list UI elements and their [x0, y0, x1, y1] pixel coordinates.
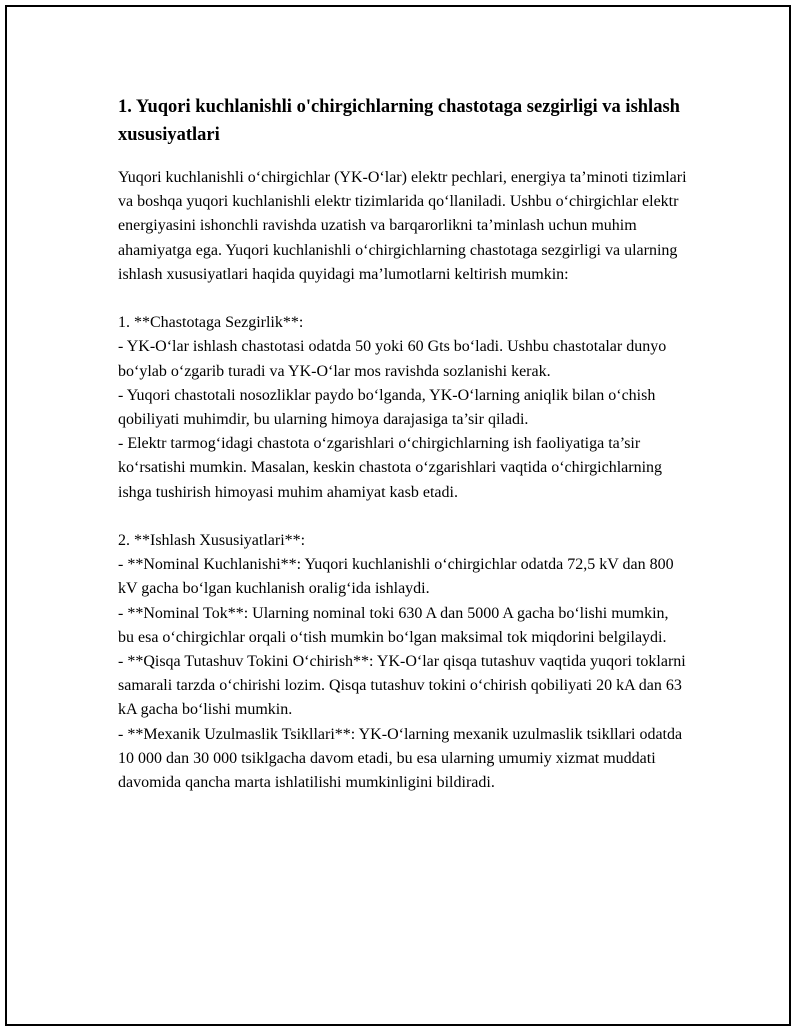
paragraph-gap: [118, 287, 688, 311]
section-frequency-sensitivity: 1. **Chastotaga Sezgirlik**: - YK-O‘lar ishlash chastotasi odatda 50 yoki 60 Gts bo‘ladi. Ushbu chastotalar dunyo bo‘ylab o‘zgarib turadi va YK-O‘lar mos ravishda sozlanishi kerak. - Yuqori chastotali nosozliklar paydo bo‘lganda, YK-O‘larning aniqlik bilan o‘chish qobiliyati muhimdir, bu ularning himoya darajasiga ta’sir qiladi. - Elektr tarmog‘idagi chastota o‘zgarishlari o‘chirgichlarning ish faoliyatiga ta’sir ko‘rsatishi mumkin. Masalan, keskin chastota o‘zgarishlari vaqtida o‘chirgichlarning ishga tushirish himoyasi muhim ahamiyat kasb etadi.: [118, 314, 667, 501]
section-operating-characteristics: 2. **Ishlash Xususiyatlari**: - **Nominal Kuchlanishi**: Yuqori kuchlanishli o‘chirgichlar odatda 72,5 kV dan 800 kV gacha bo‘lgan kuchlanish oralig‘ida ishlaydi. - **Nominal Tok**: Ularning nominal toki 630 A dan 5000 A gacha bo‘lishi mumkin, bu esa o‘chirgichlar orqali o‘tish mumkin bo‘lgan maksimal tok miqdorini belgilaydi. - **Qisqa Tutashuv Tokini O‘chirish**: YK-O‘lar qisqa tutashuv vaqtida yuqori toklarni samarali tarzda o‘chirishi lozim. Qisqa tutashuv tokini o‘chirish qobiliyati 20 kA dan 63 kA gacha bo‘lishi mumkin. - **Mexanik Uzulmaslik Tsikllari**: YK-O‘larning mexanik uzulmaslik tsikllari odatda 10 000 dan 30 000 tsiklgacha davom etadi, bu esa ularning umumiy xizmat muddati davomida qancha marta ishlatilishi mumkinligini bildiradi.: [118, 532, 686, 792]
document-body: [118, 93, 688, 795]
paragraph-gap: [118, 505, 688, 529]
document-title: 1. Yuqori kuchlanishli o'chirgichlarning chastotaga sezgirligi va ishlash xususiyatlari: [118, 97, 680, 145]
intro-paragraph: Yuqori kuchlanishli o‘chirgichlar (YK-O‘lar) elektr pechlari, energiya ta’minoti tizimlari va boshqa yuqori kuchlanishli elektr tizimlarida qo‘llaniladi. Ushbu o‘chirgichlar elektr energiyasini ishonchli ravishda uzatish va barqarorlikni ta’minlash uchun muhim ahamiyatga ega. Yuqori kuchlanishli o‘chirgichlarning chastotaga sezgirligi va ularning ishlash xususiyatlari haqida quyidagi ma’lumotlarni keltirish mumkin:: [118, 169, 687, 283]
